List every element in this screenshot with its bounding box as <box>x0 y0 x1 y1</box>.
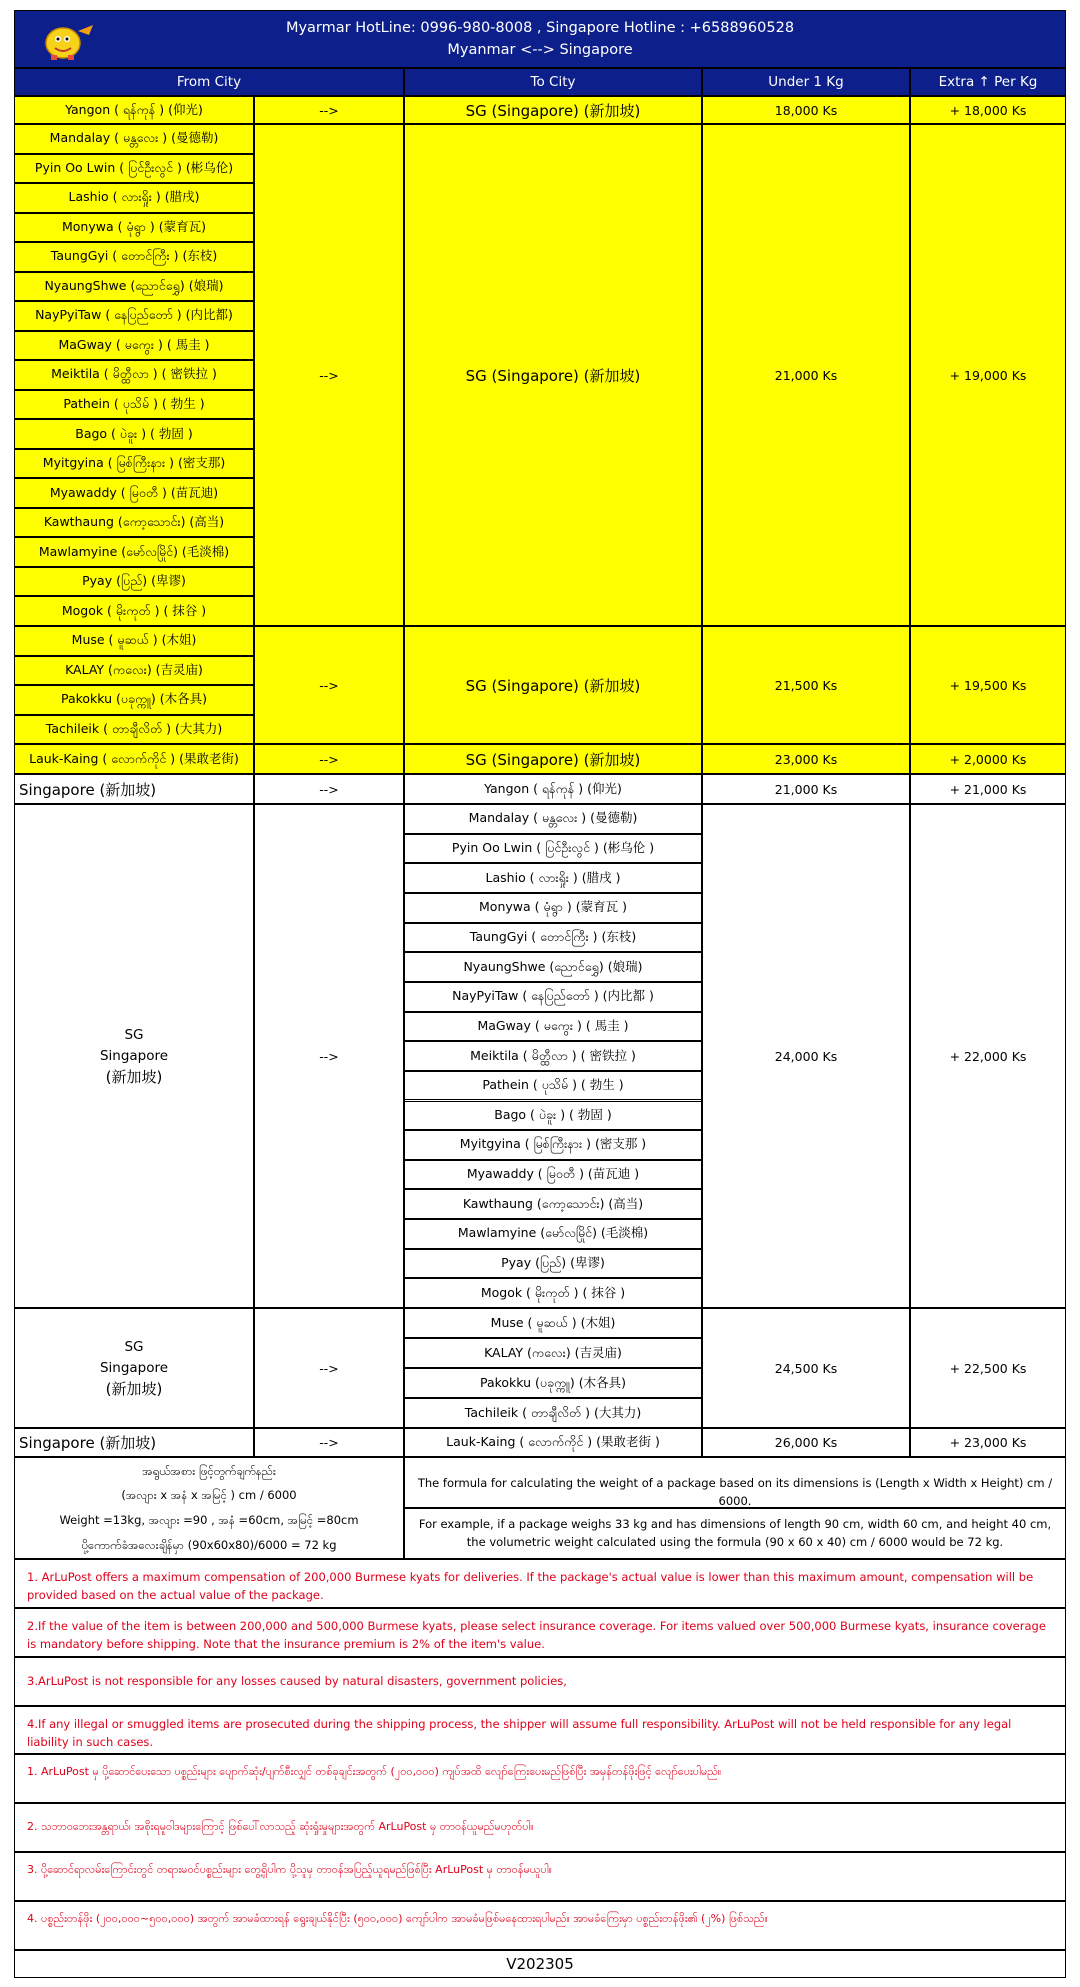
from-yangon: Yangon ( ရန်ကုန် ) (仰光) <box>14 96 254 124</box>
from-city-cell: MaGway ( မကွေး ) ( 馬圭 ) <box>14 331 254 361</box>
arrow: --> <box>254 774 404 804</box>
price-under-1kg: 26,000 Ks <box>702 1428 910 1457</box>
to-sg: SG (Singapore) (新加坡) <box>404 626 702 744</box>
from-city-cell: NyaungShwe (ညောင်ရွှေ) (娘瑞) <box>14 272 254 302</box>
arrow: --> <box>254 124 404 626</box>
from-sg-block <box>14 804 254 1308</box>
price-under-1kg: 21,000 Ks <box>702 124 910 626</box>
arrow: --> <box>254 96 404 124</box>
from-city-cell: Myitgyina ( မြစ်ကြီးနား ) (密支那) <box>14 449 254 479</box>
col-under-1kg: Under 1 Kg <box>702 68 910 96</box>
col-extra-per-kg: Extra ↑ Per Kg <box>910 68 1066 96</box>
from-city-cell: Kawthaung (ကော့သောင်း) (高当) <box>14 508 254 538</box>
to-city-cell: Pyin Oo Lwin ( ပြင်ဦးလွင် ) (彬乌伦 ) <box>404 834 702 864</box>
sg-name: Singapore <box>99 1047 169 1064</box>
from-city-cell: NayPyiTaw ( နေပြည်တော် ) (内比都) <box>14 301 254 331</box>
to-city-cell: Pyay (ပြည်) (卑谬) <box>404 1249 702 1279</box>
to-city-cell: Muse ( မူဆယ် ) (木姐) <box>404 1308 702 1338</box>
note-mm-2: 2. သဘာဝဘေးအန္တရာယ်၊ အစိုးရမူဝါဒများကြောင့် ဖြစ်ပေါ်လာသည့် ဆုံးရှုံးမှုများအတွက် ArLuPost မှ တာဝန်ယူမည်မဟုတ်ပါ။ <box>14 1803 1066 1852</box>
formula-title-mm: အရွယ်အစား ဖြင့်တွက်ချက်နည်း <box>142 1464 276 1478</box>
from-city-cell: Bago ( ပဲခူး ) ( 勃固 ) <box>14 419 254 449</box>
from-city-cell: Monywa ( မုံရွာ ) (蒙育瓦) <box>14 213 254 243</box>
to-city-cell: Mandalay ( မန္တလေး ) (曼德勒) <box>404 804 702 834</box>
from-city-cell: TaungGyi ( တောင်ကြီး ) (东枝) <box>14 242 254 272</box>
to-city-cell: Tachileik ( တာချီလိတ် ) (大其力) <box>404 1398 702 1428</box>
to-city-cell: NayPyiTaw ( နေပြည်တော် ) (内比都 ) <box>404 982 702 1012</box>
col-to-city: To City <box>404 68 702 96</box>
to-city-cell: Pakokku (ပခုက္ကူ) (木各具) <box>404 1368 702 1398</box>
from-laukkaing: Lauk-Kaing ( လောက်ကိုင် ) (果敢老街) <box>14 744 254 774</box>
example-text-en: For example, if a package weighs 33 kg and has dimensions of length 90 cm, width 60 cm, and height 40 cm, the volumetric weight calculated using the formula (90 x 60 x 40) cm / 6000 would be 72 kg. <box>418 1517 1052 1549</box>
from-city-cell: KALAY (ကလေး) (吉灵庙) <box>14 656 254 686</box>
note-mm-1: 1. ArLuPost မှ ပို့ဆောင်ပေးသော ပစ္စည်းများ ပျောက်ဆုံး/ပျက်စီးလျှင် တစ်ခုချင်းအတွက် (၂၀၀,၀၀၀) ကျပ်အထိ လျော်ကြေးပေးမည်ဖြစ်ပြီး အမှန်တန်ဖိုးဖြင့် လျော်ပေးပါမည်။ <box>14 1754 1066 1803</box>
price-extra: + 19,000 Ks <box>910 124 1066 626</box>
from-city-cell: Tachileik ( တာချီလိတ် ) (大其力) <box>14 715 254 745</box>
price-under-1kg: 18,000 Ks <box>702 96 910 124</box>
to-laukkaing: Lauk-Kaing ( လောက်ကိုင် ) (果敢老街 ) <box>404 1428 702 1457</box>
formula-expression-mm: (အလျား x အနံ x အမြင့် ) cm / 6000 <box>121 1488 297 1502</box>
to-city-cell: Kawthaung (ကော့သောင်း) (高当) <box>404 1189 702 1219</box>
price-extra: + 22,000 Ks <box>910 804 1066 1308</box>
note-mm-4: 4. ပစ္စည်းတန်ဖိုး (၂၀၀,၀၀၀~၅၀၀,၀၀၀) အတွက် အာမခံထားရန် ရွေးချယ်နိုင်ပြီး (၅၀၀,၀၀၀) ကျော်ပါက အာမခံမဖြစ်မနေထားရပါမည်။ အာမခံကြေးမှာ ပစ္စည်းတန်ဖိုး၏ (၂%) ဖြစ်သည်။ <box>14 1901 1066 1950</box>
price-extra: + 2,0000 Ks <box>910 744 1066 774</box>
note-mm-3: 3. ပို့ဆောင်ရာလမ်းကြောင်းတွင် တရားမဝင်ပစ္စည်းများ တွေ့ရှိပါက ပို့သူမှ တာဝန်အပြည့်ယူရမည်ဖြစ်ပြီး ArLuPost မှ တာဝန်မယူပါ။ <box>14 1852 1066 1901</box>
to-city-cell: KALAY (ကလေး) (吉灵庙) <box>404 1338 702 1368</box>
note-en-2: 2.If the value of the item is between 200,000 and 500,000 Burmese kyats, please select insurance coverage. For items valued over 500,000 Burmese kyats, insurance coverage is mandatory before shipping. Note that the insurance premium is 2% of the item's value. <box>14 1608 1066 1657</box>
price-under-1kg: 21,000 Ks <box>702 774 910 804</box>
to-city-cell: Monywa ( မုံရွာ ) (蒙育瓦 ) <box>404 893 702 923</box>
arrow: --> <box>254 744 404 774</box>
price-extra: + 23,000 Ks <box>910 1428 1066 1457</box>
col-from-city: From City <box>14 68 404 96</box>
to-city-cell: Myawaddy ( မြဝတီ ) (苗瓦迪 ) <box>404 1160 702 1190</box>
route-text: Myanmar <--> Singapore <box>447 42 633 58</box>
from-city-cell: Mogok ( မိုးကုတ် ) ( 抹谷 ) <box>14 596 254 626</box>
price-extra: + 21,000 Ks <box>910 774 1066 804</box>
sg-chinese: (新加坡) <box>105 1067 163 1086</box>
price-under-1kg: 23,000 Ks <box>702 744 910 774</box>
arrow: --> <box>254 804 404 1308</box>
to-sg: SG (Singapore) (新加坡) <box>404 96 702 124</box>
price-under-1kg: 21,500 Ks <box>702 626 910 744</box>
sg-chinese: (新加坡) <box>105 1379 163 1398</box>
formula-result-mm: ပို့ကောက်ခံအလေးချိန်မှာ (90x60x80)/6000 = 72 kg <box>81 1538 337 1552</box>
sg-code: SG <box>124 1026 144 1043</box>
formula-text-en: The formula for calculating the weight of a package based on its dimensions is (Length x Width x Height) cm / 6000. <box>417 1476 1053 1508</box>
price-under-1kg: 24,500 Ks <box>702 1308 910 1428</box>
to-city-cell: Mawlamyine (မော်လမြိုင်) (毛淡棉) <box>404 1219 702 1249</box>
to-city-cell: Bago ( ပဲခူး ) ( 勃固 ) <box>404 1101 702 1131</box>
to-city-cell: Lashio ( လားရှိုး ) (腊戌 ) <box>404 863 702 893</box>
to-sg: SG (Singapore) (新加坡) <box>404 744 702 774</box>
from-city-cell: Meiktila ( မိတ္ထီလာ ) ( 密铁拉 ) <box>14 360 254 390</box>
hotline-text: Myarmar HotLine: 0996-980-8008 , Singapore Hotline : +6588960528 <box>285 20 795 36</box>
to-city-cell: TaungGyi ( တောင်ကြီး ) (东枝) <box>404 923 702 953</box>
from-singapore: Singapore (新加坡) <box>14 774 254 804</box>
version-label: V202305 <box>14 1950 1066 1978</box>
to-sg: SG (Singapore) (新加坡) <box>404 124 702 626</box>
arrow: --> <box>254 1428 404 1457</box>
to-city-cell: Pathein ( ပုသိမ် ) ( 勃生 ) <box>404 1071 702 1101</box>
to-city-cell: NyaungShwe (ညောင်ရွှေ) (娘瑞) <box>404 952 702 982</box>
arrow: --> <box>254 626 404 744</box>
note-en-1: 1. ArLuPost offers a maximum compensation of 200,000 Burmese kyats for deliveries. If the package's actual value is lower than this maximum amount, compensation will be provided based on the actual value of the package. <box>14 1559 1066 1608</box>
price-extra: + 19,500 Ks <box>910 626 1066 744</box>
to-city-cell: Mogok ( မိုးကုတ် ) ( 抹谷 ) <box>404 1278 702 1308</box>
from-city-cell: Pyay (ပြည်) (卑谬) <box>14 567 254 597</box>
to-city-cell: MaGway ( မကွေး ) ( 馬圭 ) <box>404 1012 702 1042</box>
to-city-cell: Myitgyina ( မြစ်ကြီးနား ) (密支那 ) <box>404 1130 702 1160</box>
price-under-1kg: 24,000 Ks <box>702 804 910 1308</box>
sg-name: Singapore <box>99 1359 169 1376</box>
to-yangon: Yangon ( ရန်ကုန် ) (仰光) <box>404 774 702 804</box>
note-en-4: 4.If any illegal or smuggled items are prosecuted during the shipping process, the shipper will assume full responsibility. ArLuPost will not be held responsible for any legal liability in such cases. <box>14 1706 1066 1754</box>
from-city-cell: Pakokku (ပခုက္ကူ) (木各具) <box>14 685 254 715</box>
from-singapore: Singapore (新加坡) <box>14 1428 254 1457</box>
from-city-cell: Pathein ( ပုသိမ် ) ( 勃生 ) <box>14 390 254 420</box>
sg-code: SG <box>124 1338 144 1355</box>
formula-example-mm: Weight =13kg, အလျား =90 , အနံ =60cm, အမြင့် =80cm <box>59 1513 359 1527</box>
arrow: --> <box>254 1308 404 1428</box>
from-city-cell: Muse ( မူဆယ် ) (木姐) <box>14 626 254 656</box>
price-extra: + 18,000 Ks <box>910 96 1066 124</box>
from-sg-block <box>14 1308 254 1428</box>
from-city-cell: Pyin Oo Lwin ( ပြင်ဦးလွင် ) (彬乌伦) <box>14 154 254 184</box>
note-en-3: 3.ArLuPost is not responsible for any losses caused by natural disasters, government policies, <box>14 1657 1066 1706</box>
header-banner <box>14 10 1066 68</box>
price-extra: + 22,500 Ks <box>910 1308 1066 1428</box>
from-city-cell: Mawlamyine (မော်လမြိုင်) (毛淡棉) <box>14 537 254 567</box>
to-city-cell: Meiktila ( မိတ္ထီလာ ) ( 密铁拉 ) <box>404 1041 702 1071</box>
from-city-cell: Lashio ( လားရှိုး ) (腊戌) <box>14 183 254 213</box>
from-city-cell: Myawaddy ( မြဝတီ ) (苗瓦迪) <box>14 478 254 508</box>
from-city-cell: Mandalay ( မန္တလေး ) (曼德勒) <box>14 124 254 154</box>
